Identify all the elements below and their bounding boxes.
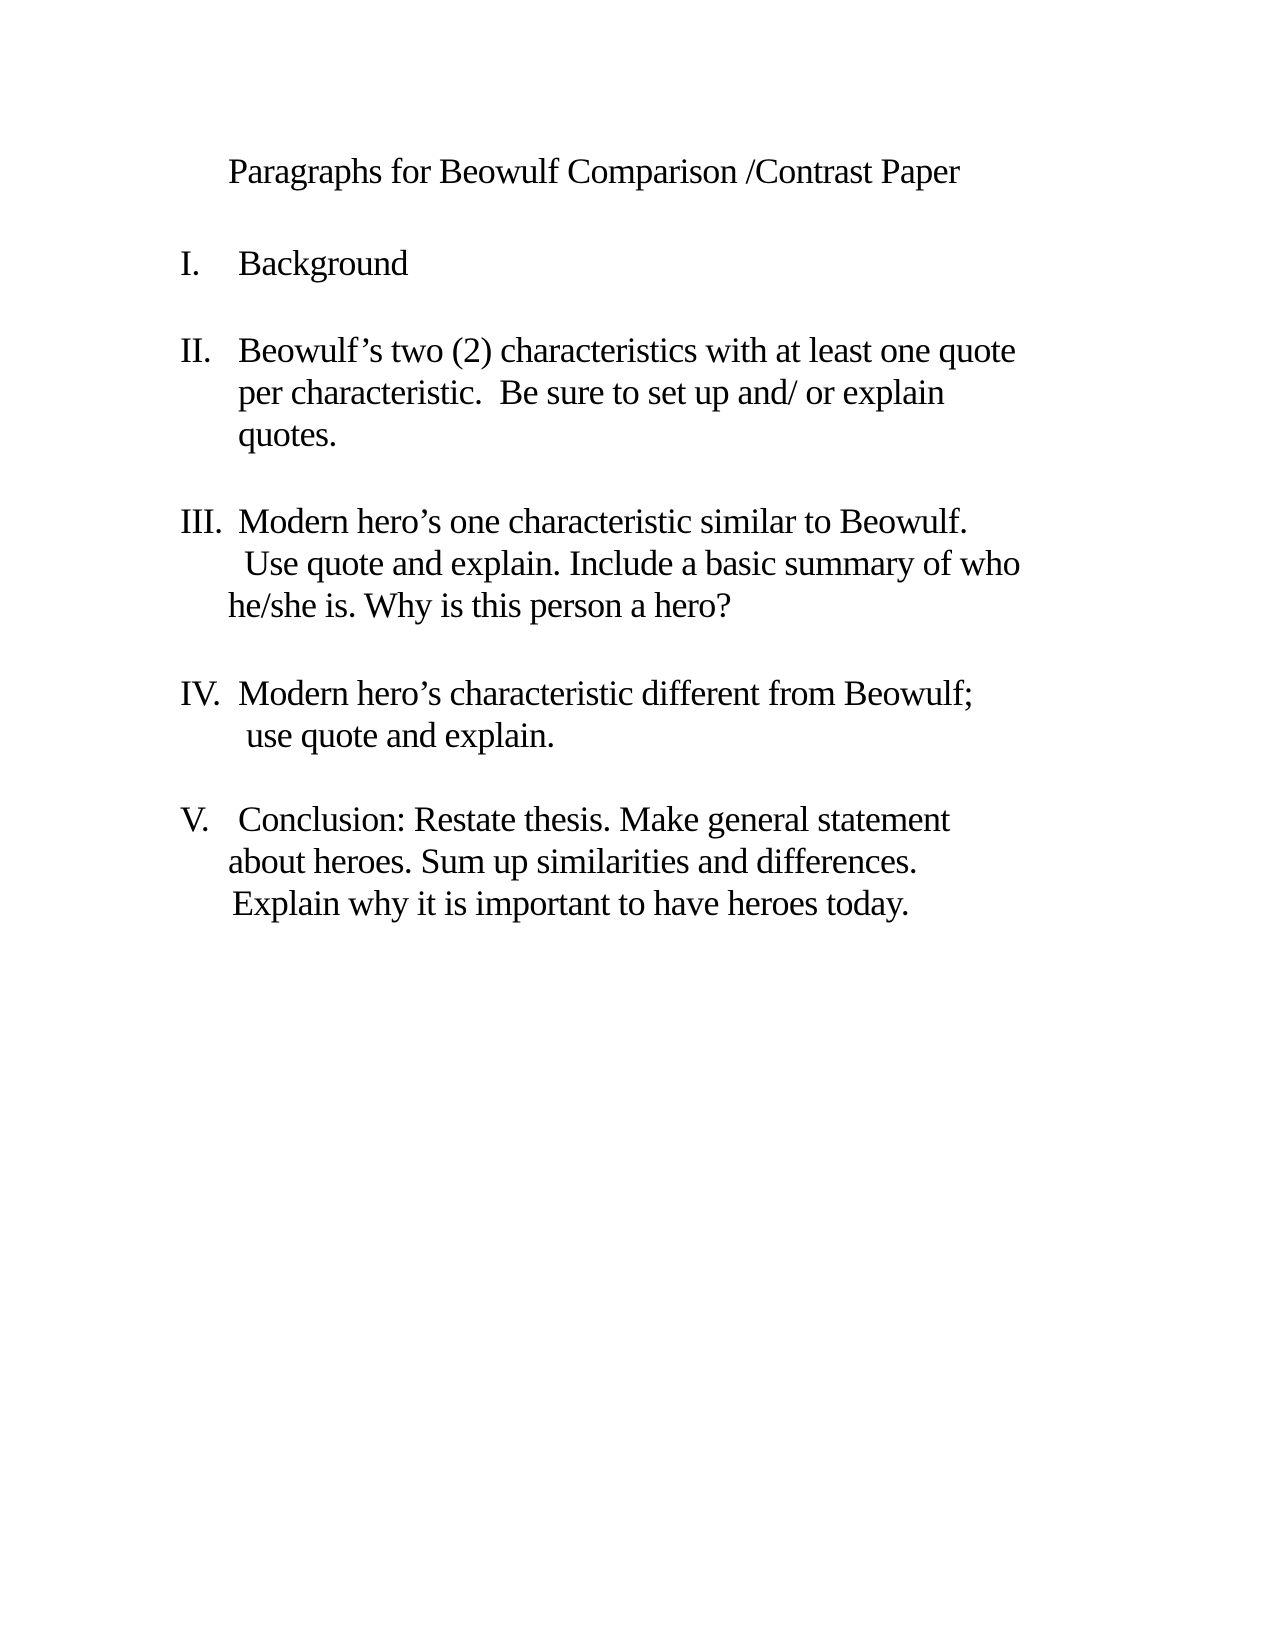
item-line: Explain why it is important to have heroes today.: [232, 883, 910, 923]
document-title: Paragraphs for Beowulf Comparison /Contrast Paper: [228, 151, 960, 191]
item-numeral: IV.: [180, 673, 221, 713]
item-line: Modern hero’s characteristic different from Beowulf;: [238, 673, 973, 713]
item-numeral: III.: [180, 501, 223, 541]
outline-item-beowulf-characteristics: [180, 329, 1016, 455]
item-line: Background: [238, 243, 408, 283]
item-numeral: V.: [180, 799, 210, 839]
item-numeral: II.: [180, 330, 212, 370]
outline-item-modern-hero-different: [180, 672, 973, 756]
item-line: quotes.: [238, 414, 337, 454]
item-numeral: I.: [180, 243, 200, 283]
item-line: Beowulf’s two (2) characteristics with at least one quote: [238, 330, 1016, 370]
item-line: Modern hero’s one characteristic similar to Beowulf.: [238, 501, 968, 541]
outline-item-conclusion: [180, 798, 950, 924]
item-line: per characteristic. Be sure to set up and/ or explain: [238, 372, 945, 412]
item-line: use quote and explain.: [246, 715, 555, 755]
item-line: he/she is. Why is this person a hero?: [228, 585, 732, 625]
item-line: about heroes. Sum up similarities and differences.: [228, 841, 918, 881]
item-line: Conclusion: Restate thesis. Make general statement: [238, 799, 950, 839]
outline-item-modern-hero-similar: [180, 500, 1020, 626]
outline-item-background: [180, 242, 408, 284]
item-line: Use quote and explain. Include a basic summary of who: [244, 543, 1020, 583]
